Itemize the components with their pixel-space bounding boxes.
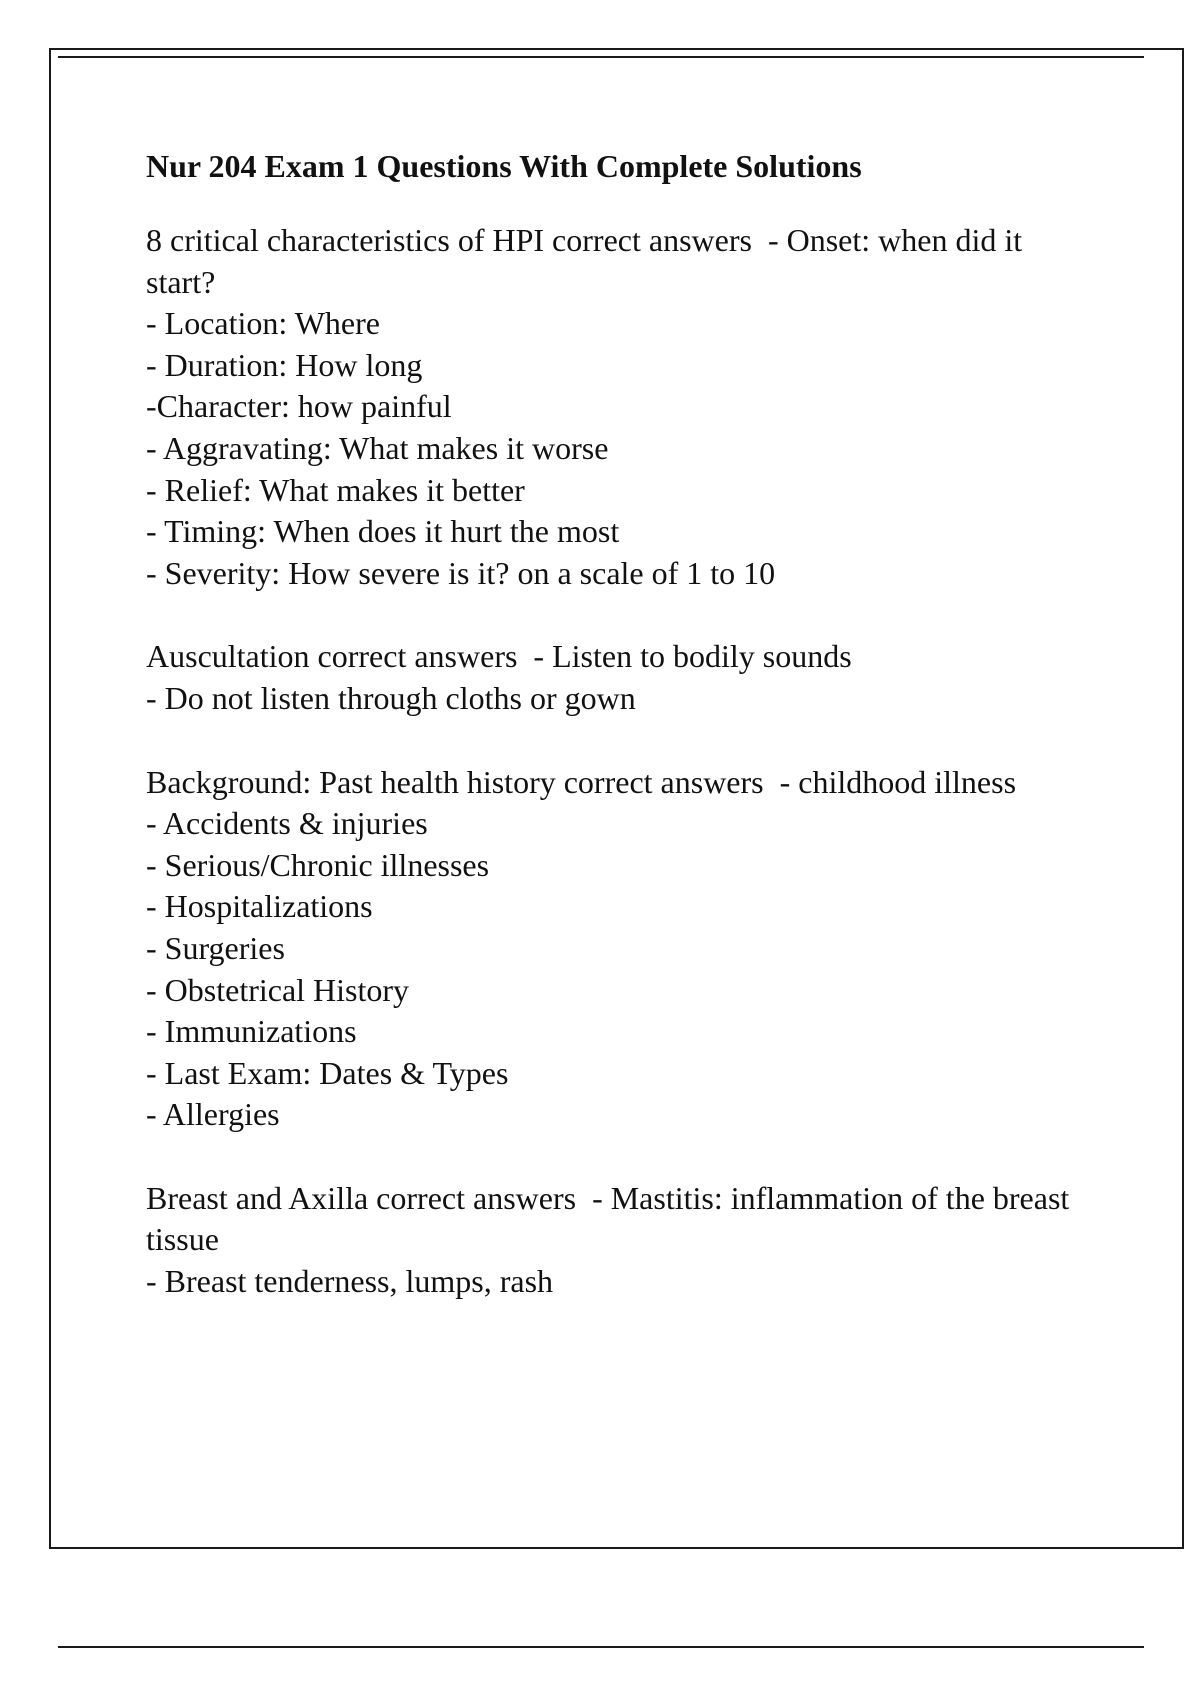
answer-line: -Character: how painful [146, 388, 452, 425]
qa-entry-first-line [146, 220, 1076, 303]
qa-entry-first-line [146, 636, 1076, 678]
answer-line: - Immunizations [146, 1013, 357, 1050]
answer-line: - Location: Where [146, 305, 380, 342]
answer-line: - Allergies [146, 1096, 280, 1133]
question-text: Breast and Axilla correct answers [146, 1179, 577, 1216]
qa-entry-hpi [146, 220, 1076, 594]
qa-entry-breast-axilla [146, 1178, 1076, 1303]
question-text: Background: Past health history correct answers [146, 763, 764, 800]
answer-text: - Onset: when did it start? [146, 222, 1031, 300]
answer-line: - Aggravating: What makes it worse [146, 429, 609, 466]
qa-entry-background [146, 762, 1076, 1136]
answer-line: - Breast tenderness, lumps, rash [146, 1263, 554, 1300]
document-body [146, 142, 1076, 1345]
answer-line: - Relief: What makes it better [146, 471, 525, 508]
qa-entry-first-line [146, 762, 1076, 804]
answer-line: - Hospitalizations [146, 888, 373, 925]
answer-line: - Timing: When does it hurt the most [146, 513, 620, 550]
answer-line: - Surgeries [146, 929, 285, 966]
document-title: Nur 204 Exam 1 Questions With Complete Solutions [146, 148, 862, 184]
answer-text: - Mastitis: inflammation of the breast tissue [146, 1179, 1078, 1258]
answer-line: - Serious/Chronic illnesses [146, 846, 490, 883]
answer-line: - Accidents & injuries [146, 805, 428, 842]
answer-text: - Listen to bodily sounds [533, 638, 852, 675]
qa-entry-first-line [146, 1178, 1076, 1261]
question-text: 8 critical characteristics of HPI correct answers [146, 222, 752, 258]
answer-line: - Duration: How long [146, 346, 423, 383]
answer-line: - Last Exam: Dates & Types [146, 1054, 509, 1091]
answer-line: - Severity: How severe is it? on a scale of 1 to 10 [146, 554, 776, 591]
question-text: Auscultation correct answers [146, 638, 518, 675]
answer-line: - Do not listen through cloths or gown [146, 679, 636, 716]
bottom-rule [58, 1646, 1144, 1648]
answer-line: - Obstetrical History [146, 971, 410, 1008]
qa-entry-auscultation [146, 636, 1076, 719]
answer-text: - childhood illness [779, 763, 1017, 800]
top-rule [58, 56, 1144, 58]
